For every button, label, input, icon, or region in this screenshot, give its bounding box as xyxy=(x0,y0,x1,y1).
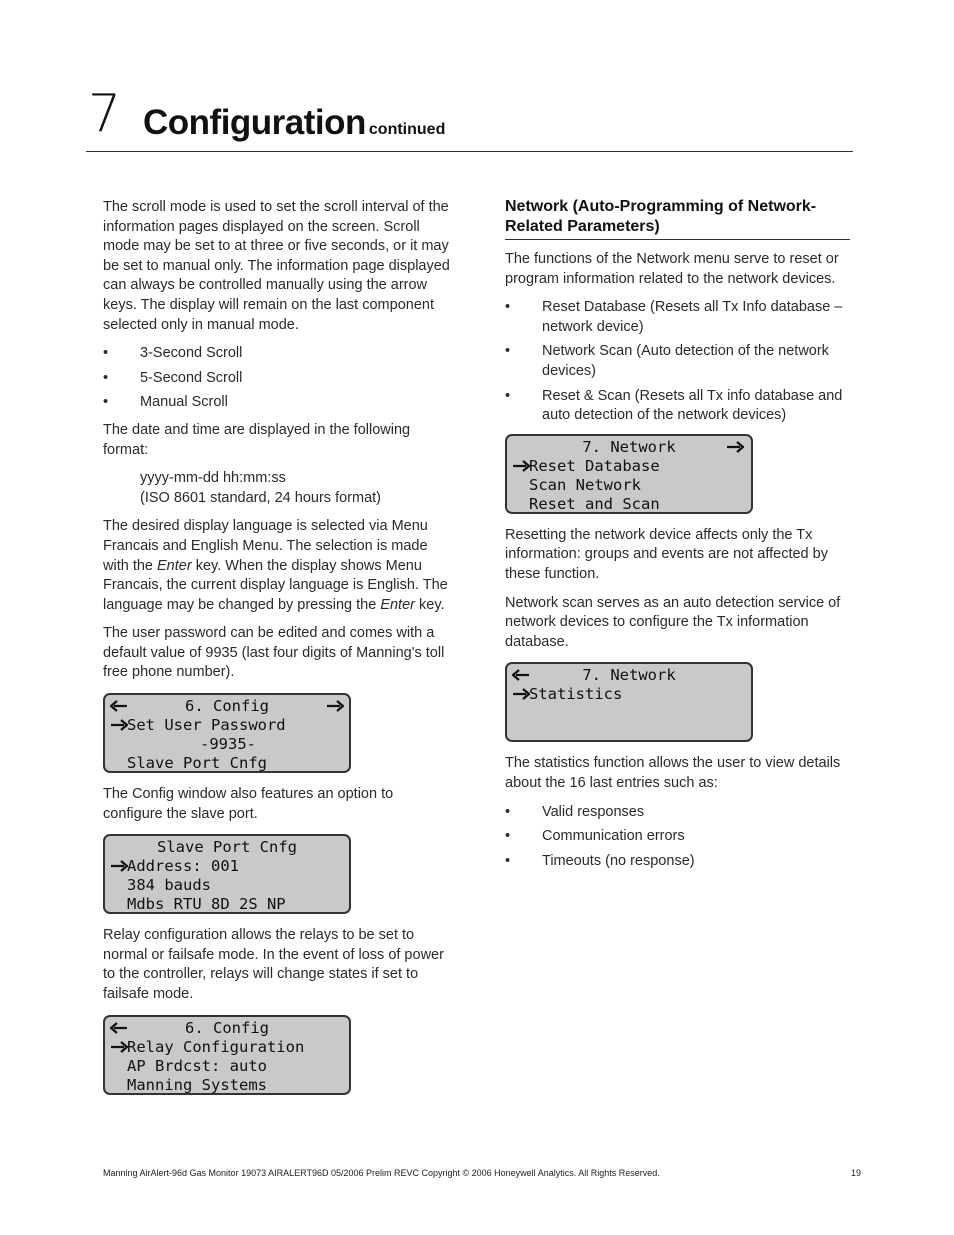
lcd-title: 6. Config xyxy=(185,1018,269,1037)
list-item: • 3-Second Scroll xyxy=(103,344,455,364)
language-text: key. When the display shows Menu Francais, the current display language is English. The language may be changed by pressing the xyxy=(103,557,448,613)
enter-key-text: Enter xyxy=(157,557,192,574)
right-column xyxy=(505,197,850,879)
lcd-line: Slave Port Cnfg xyxy=(127,754,267,773)
arrow-right-icon xyxy=(726,440,744,454)
page-title xyxy=(143,105,445,140)
list-item: • Reset Database (Resets all Tx Info database – network device) xyxy=(505,298,850,337)
format-line: yyyy-mm-dd hh:mm:ss xyxy=(140,470,286,487)
lcd-network-menu xyxy=(505,434,753,514)
chapter-number: 7 xyxy=(88,84,122,144)
list-item: • 5-Second Scroll xyxy=(103,369,455,389)
enter-key-text: Enter xyxy=(380,596,415,613)
scan-paragraph: Network scan serves as an auto detection service of network devices to configure the Tx information database. xyxy=(505,594,841,650)
lcd-network-stats xyxy=(505,662,753,742)
reset-paragraph: Resetting the network device affects only the Tx information: groups and events are not affected by these function. xyxy=(505,526,828,582)
lcd-line: Address: 001 xyxy=(127,857,239,876)
scroll-paragraph: The scroll mode is used to set the scroll interval of the information pages displayed on the screen. Scroll mode may be set to at three or five seconds, or it may be set to manual only. The information page displayed can always be controlled manually using the arrow keys. The display will remain on the last component selected only in manual mode. xyxy=(103,199,450,333)
lcd-line: 384 bauds xyxy=(127,876,211,895)
lcd-slave-port xyxy=(103,834,351,914)
lcd-title: 7. Network xyxy=(582,666,676,685)
page-subtitle: continued xyxy=(368,121,446,138)
selection-arrow-icon xyxy=(110,718,128,732)
lcd-config-password xyxy=(103,693,351,773)
slave-paragraph: The Config window also features an option to configure the slave port. xyxy=(103,786,394,822)
datetime-paragraph: The date and time are displayed in the following format: xyxy=(103,421,411,458)
page-number: 19 xyxy=(850,1168,861,1178)
format-note: (ISO 8601 standard, 24 hours format) xyxy=(140,489,381,506)
lcd-title: 6. Config xyxy=(185,697,269,716)
footer-text: Manning AirAlert-96d Gas Monitor 19073 AIRALERT96D 05/2006 Prelim REVC Copyright © 2006 Honeywell Analytics. All Rights Reserved. xyxy=(103,1168,660,1178)
lcd-line: Relay Configuration xyxy=(127,1037,305,1056)
language-paragraph xyxy=(103,517,455,615)
lcd-line: AP Brdcst: auto xyxy=(127,1056,267,1075)
lcd-line: Reset and Scan xyxy=(529,494,660,513)
lcd-line: Set User Password xyxy=(127,716,286,735)
selection-arrow-icon xyxy=(512,459,530,473)
scroll-list xyxy=(103,344,455,413)
network-intro: The functions of the Network menu serve to reset or program information related to the network devices. xyxy=(505,251,839,287)
left-column xyxy=(103,198,455,1107)
lcd-line: Manning Systems xyxy=(127,1075,267,1094)
list-item: • Network Scan (Auto detection of the network devices) xyxy=(505,342,850,381)
lcd-title: Slave Port Cnfg xyxy=(157,838,297,857)
selection-arrow-icon xyxy=(512,687,530,701)
lcd-line: -9935- xyxy=(200,735,256,754)
lcd-line: Statistics xyxy=(529,685,623,704)
page-footer xyxy=(103,1167,861,1179)
datetime-format xyxy=(103,469,455,508)
lcd-line: Reset Database xyxy=(529,456,660,475)
lcd-config-relay xyxy=(103,1015,351,1095)
header-rule xyxy=(86,151,853,152)
lcd-title: 7. Network xyxy=(582,437,676,456)
page-title-text: Configuration xyxy=(143,103,366,142)
network-list xyxy=(505,298,850,426)
stats-list xyxy=(505,803,850,872)
selection-arrow-icon xyxy=(110,1040,128,1054)
language-text: The desired display language is selected via Menu Francais and English Menu. The selection is made with the xyxy=(103,518,428,574)
lcd-line: Mdbs RTU 8D 2S NP xyxy=(127,895,286,914)
list-item: • Timeouts (no response) xyxy=(505,852,850,872)
language-text: key. xyxy=(414,596,445,613)
lcd-line: Scan Network xyxy=(529,475,641,494)
list-item: • Manual Scroll xyxy=(103,393,455,413)
list-item: • Communication errors xyxy=(505,827,850,847)
selection-arrow-icon xyxy=(110,859,128,873)
list-item: • Valid responses xyxy=(505,803,850,823)
stats-paragraph: The statistics function allows the user to view details about the 16 last entries such as: xyxy=(505,755,841,791)
relay-paragraph: Relay configuration allows the relays to be set to normal or failsafe mode. In the event of loss of power to the controller, relays will change states if set to failsafe mode. xyxy=(103,927,444,1003)
list-item: • Reset & Scan (Resets all Tx info database and auto detection of the network devices) xyxy=(505,387,850,426)
password-paragraph: The user password can be edited and comes with a default value of 9935 (last four digits of Manning's toll free phone number). xyxy=(103,625,445,681)
section-heading: Network (Auto-Programming of Network-Related Parameters) xyxy=(505,197,850,240)
